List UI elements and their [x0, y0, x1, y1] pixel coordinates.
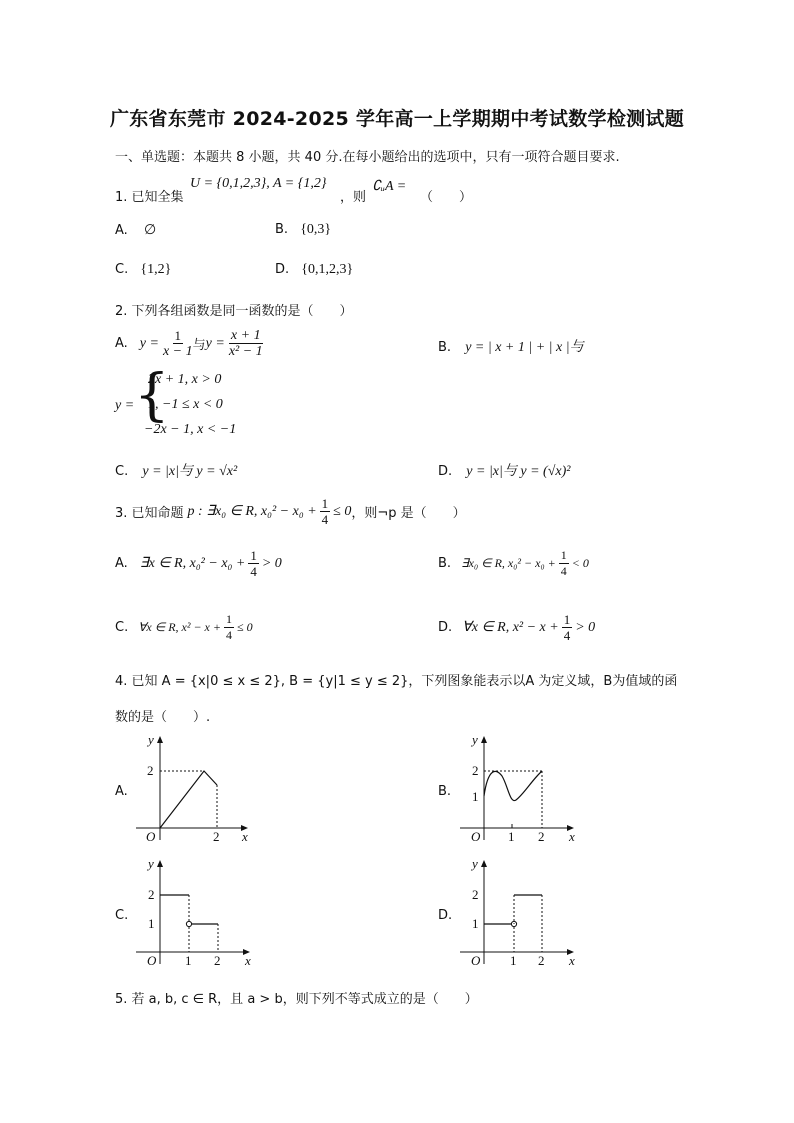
q3-option-b [438, 548, 589, 579]
option-label: C. [115, 620, 129, 635]
section-heading: 一、单选题：本题共 8 小题，共 40 分.在每小题给出的选项中，只有一项符合题目要求. [115, 150, 620, 165]
option-text-end: < 0 [571, 556, 589, 570]
option-label: C. [115, 262, 129, 277]
option-label: A. [115, 336, 128, 351]
denominator: x − 1 [162, 344, 193, 359]
q4-stem-line2: 数的是（ ）. [115, 710, 211, 725]
option-label: B. [438, 340, 452, 355]
axis-label-y: y [148, 856, 154, 871]
option-label: A. [115, 223, 128, 238]
y-axis-arrow-icon [157, 736, 163, 743]
q2-piece-3: −2x − 1, x < −1 [144, 422, 237, 437]
numerator: x + 1 [230, 328, 261, 343]
open-point-icon [186, 921, 191, 926]
numerator: 1 [321, 496, 329, 511]
denominator: 4 [563, 628, 571, 643]
q4-option-b-label: B. [438, 784, 452, 799]
option-text: {1,2} [140, 262, 172, 277]
q1-stem-pre: 1. 已知全集 [115, 190, 184, 205]
origin-label: O [471, 829, 481, 844]
tick-label: 2 [472, 887, 479, 902]
axis-label-y: y [472, 856, 478, 871]
q2-option-c [115, 460, 237, 480]
tick-label: 2 [472, 763, 479, 778]
function-curve [484, 771, 542, 801]
denominator: x² − 1 [228, 344, 263, 359]
q3-stem-post: ，则¬p 是（ ） [351, 506, 466, 521]
q1-option-d [275, 262, 353, 278]
axis-label-x: x [242, 829, 248, 844]
option-text: {0,3} [300, 222, 332, 237]
denominator: 4 [250, 564, 257, 579]
option-label: C. [115, 464, 129, 479]
conjunction: 与 [192, 338, 206, 353]
option-text: ∀x ∈ R, x² − x + [138, 620, 221, 634]
q1-set-u [190, 176, 326, 192]
option-text: y = |x|与 y = (√x)² [466, 464, 571, 479]
option-text: {0,1,2,3} [301, 262, 354, 277]
q2-option-a [115, 328, 263, 359]
option-text-end: > 0 [575, 619, 596, 635]
q4-graph-c [128, 852, 258, 968]
denominator: 4 [321, 512, 329, 527]
tick-label: 2 [213, 829, 220, 844]
option-label: D. [438, 464, 453, 479]
option-label: B. [438, 556, 452, 571]
q4-option-c-label: C. [115, 908, 129, 923]
q1-option-c [115, 262, 171, 278]
q3-stem [115, 496, 466, 527]
fraction [248, 548, 259, 579]
fraction [163, 328, 193, 359]
q3-stem-math: p : ∃x₀ ∈ R, x₀² − x₀ + [187, 504, 317, 519]
axis-label-y: y [148, 732, 154, 747]
q4-stem-line1: 4. 已知 A = {x|0 ≤ x ≤ 2}, B = {y|1 ≤ y ≤ 2}，下列图象能表示以A 为定义域，B为值域的函 [115, 674, 678, 689]
denominator: 4 [225, 628, 232, 642]
option-label: D. [438, 620, 453, 635]
tick-label: 1 [508, 829, 515, 844]
tick-label: 1 [510, 953, 517, 968]
tick-label: 2 [538, 829, 545, 844]
q2-piece-2: 1, −1 ≤ x < 0 [148, 397, 223, 412]
fraction [320, 496, 331, 527]
tick-label: 1 [472, 916, 479, 931]
q3-option-c [115, 612, 253, 643]
q3-stem-pre: 3. 已知命题 [115, 506, 184, 521]
option-text: ∃x₀ ∈ R, x₀² − x₀ + [461, 556, 556, 570]
math-y: y = [139, 335, 159, 351]
q4-option-a-label: A. [115, 784, 128, 799]
math-y: y = [205, 335, 225, 351]
q4-graph-d [452, 852, 582, 968]
fraction [559, 548, 569, 579]
origin-label: O [146, 829, 156, 844]
q3-stem-math-end: ≤ 0 [333, 503, 352, 519]
q2-piecewise-y: y = [115, 398, 135, 413]
option-text: y = |x|与 y = √x² [142, 464, 238, 479]
option-label: D. [275, 262, 290, 277]
fraction [229, 328, 263, 359]
q4-graph-a [128, 728, 258, 844]
fraction [562, 612, 573, 643]
fraction [224, 612, 234, 643]
q2-piece-1: 2x + 1, x > 0 [148, 372, 222, 387]
tick-label: 2 [148, 887, 155, 902]
q2-option-b [438, 336, 584, 356]
q2-option-d [438, 460, 570, 480]
numerator: 1 [174, 328, 182, 343]
tick-label: 1 [148, 916, 155, 931]
q1-blank: （ ） [420, 190, 473, 205]
q4-option-d-label: D. [438, 908, 453, 923]
option-text: ∅ [143, 223, 157, 238]
option-text: y = | x + 1 | + | x |与 [465, 340, 584, 355]
y-axis-arrow-icon [481, 736, 487, 743]
left-brace: { [134, 363, 170, 428]
axis-label-x: x [245, 953, 251, 968]
q3-option-a [115, 548, 282, 579]
q4-graph-b [452, 728, 582, 844]
option-text-end: ≤ 0 [236, 620, 253, 634]
y-axis-arrow-icon [157, 860, 163, 867]
axis-label-x: x [569, 953, 575, 968]
denominator: 4 [560, 564, 567, 578]
option-text: ∀x ∈ R, x² − x + [462, 620, 559, 635]
tick-label: 2 [147, 763, 154, 778]
numerator: 1 [560, 548, 567, 562]
option-label: A. [115, 556, 128, 571]
option-text-end: > 0 [261, 555, 282, 571]
tick-label: 1 [472, 789, 479, 804]
tick-label: 2 [214, 953, 221, 968]
q1-stem-post: ，则 [340, 190, 367, 205]
numerator: 1 [250, 548, 257, 563]
numerator: 1 [563, 612, 571, 627]
q1-stem [115, 186, 184, 205]
q3-option-d [438, 612, 595, 643]
paper-title: 广东省东莞市 2024-2025 学年高一上学期期中考试数学检测试题 [109, 108, 685, 130]
q1-set-u-text: U = {0,1,2,3} [190, 176, 267, 191]
option-text: ∃x ∈ R, x₀² − x₀ + [139, 556, 246, 571]
origin-label: O [471, 953, 481, 968]
option-label: B. [275, 222, 289, 237]
q1-option-a [115, 222, 156, 239]
y-axis-arrow-icon [481, 860, 487, 867]
numerator: 1 [225, 612, 232, 626]
tick-label: 1 [185, 953, 192, 968]
axis-label-x: x [569, 829, 575, 844]
tick-label: 2 [538, 953, 545, 968]
q1-complement: ∁ᵤA = [372, 179, 407, 194]
axis-label-y: y [472, 732, 478, 747]
origin-label: O [147, 953, 157, 968]
q1-set-a-text: , A = {1,2} [266, 176, 327, 191]
q2-stem: 2. 下列各组函数是同一函数的是（ ） [115, 304, 353, 319]
q1-option-b [275, 222, 331, 238]
q5-stem: 5. 若 a, b, c ∈ R，且 a > b，则下列不等式成立的是（ ） [115, 992, 478, 1007]
function-curve [160, 771, 217, 828]
